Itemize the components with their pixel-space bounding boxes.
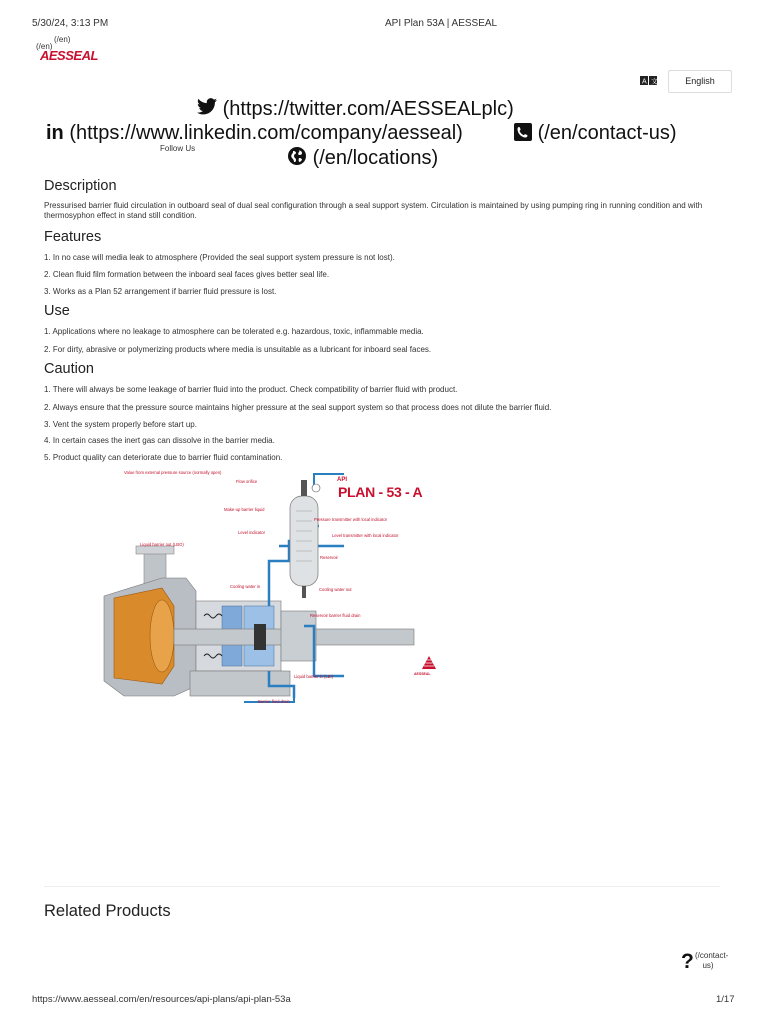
diagram-label: Barrier fluid drain bbox=[258, 699, 290, 704]
linkedin-icon: in bbox=[46, 122, 64, 144]
list-item: 5. Product quality can deteriorate due to barrier fluid contamination. bbox=[44, 453, 283, 462]
diagram-label: Reservoir barrier fluid drain bbox=[310, 613, 361, 618]
list-item: 3. Works as a Plan 52 arrangement if barrier fluid pressure is lost. bbox=[44, 287, 277, 296]
diagram-label: Value from external pressure source (normally open) bbox=[124, 470, 222, 475]
contact-url: (/en/contact-us) bbox=[537, 122, 677, 144]
list-item: 3. Vent the system properly before start up. bbox=[44, 420, 197, 429]
logo-link[interactable] bbox=[36, 34, 126, 64]
page-number: 1/17 bbox=[716, 994, 735, 1005]
description-heading: Description bbox=[44, 178, 117, 194]
divider bbox=[44, 886, 720, 887]
diagram-drawing bbox=[104, 466, 444, 710]
diagram-title: PLAN - 53 - A bbox=[338, 484, 423, 500]
use-heading: Use bbox=[44, 303, 70, 319]
help-url: (/contact-us) bbox=[695, 951, 729, 970]
diagram-label: Flow orifice bbox=[236, 479, 258, 484]
language-select[interactable]: English bbox=[668, 70, 732, 93]
contact-link[interactable] bbox=[514, 122, 677, 145]
aesseal-logo: AESSEAL bbox=[40, 48, 98, 63]
linkedin-link[interactable] bbox=[46, 122, 463, 145]
follow-us-label: Follow Us bbox=[160, 144, 196, 153]
print-title: API Plan 53A | AESSEAL bbox=[385, 18, 498, 29]
diagram-label: Reservoir bbox=[320, 555, 338, 560]
svg-text:A: A bbox=[642, 78, 647, 86]
globe-icon bbox=[287, 146, 307, 166]
diagram-label: Level indicator bbox=[238, 530, 266, 535]
print-datetime: 5/30/24, 3:13 PM bbox=[32, 18, 109, 29]
list-item: 4. In certain cases the inert gas can dissolve in the barrier media. bbox=[44, 436, 275, 445]
locations-link[interactable] bbox=[287, 146, 438, 170]
features-heading: Features bbox=[44, 229, 102, 245]
translate-icon bbox=[640, 72, 658, 86]
phone-icon bbox=[514, 123, 532, 141]
plan-53a-diagram bbox=[104, 466, 444, 710]
list-item: 1. There will always be some leakage of barrier fluid into the product. Check compatibility of barrier fluid with product. bbox=[44, 385, 458, 394]
list-item: 2. Always ensure that the pressure source maintains higher pressure at the seal support system so that process does not dilute the barrier fluid. bbox=[44, 403, 552, 412]
twitter-url: (https://twitter.com/AESSEALplc) bbox=[222, 98, 514, 120]
linkedin-url: (https://www.linkedin.com/company/aesseal) bbox=[69, 122, 463, 144]
print-footer-url: https://www.aesseal.com/en/resources/api-plans/api-plan-53a bbox=[32, 994, 291, 1005]
help-link[interactable] bbox=[681, 950, 729, 976]
list-item: 2. For dirty, abrasive or polymerizing products where media is unsuitable as a lubricant for inboard seal faces. bbox=[44, 345, 432, 354]
diagram-label: Liquid barrier in (LBI) bbox=[294, 674, 334, 679]
svg-text:文: 文 bbox=[651, 78, 658, 86]
list-item: 2. Clean fluid film formation between the inboard seal faces gives better seal life. bbox=[44, 270, 330, 279]
twitter-link[interactable] bbox=[197, 98, 514, 121]
list-item: 1. Applications where no leakage to atmosphere can be tolerated e.g. hazardous, toxic, inflammable media. bbox=[44, 327, 424, 336]
logo-alt-text: (/en) bbox=[54, 35, 71, 44]
question-icon: ? bbox=[681, 950, 694, 973]
list-item: 1. In no case will media leak to atmosphere (Provided the seal support system pressure is not lost). bbox=[44, 253, 395, 262]
diagram-label: Make-up barrier liquid bbox=[224, 507, 265, 512]
related-products-heading: Related Products bbox=[44, 902, 171, 920]
twitter-icon bbox=[197, 98, 217, 121]
diagram-api-label: API bbox=[337, 477, 348, 483]
diagram-label: Cooling water out bbox=[319, 587, 352, 592]
description-text: Pressurised barrier fluid circulation in outboard seal of dual seal configuration through a seal support system. Circulation is maintained by using pumping ring in running condition and with thermosyphon effect in stand still condition. bbox=[44, 201, 703, 220]
diagram-brand-mark: AESSEAL bbox=[414, 672, 431, 676]
diagram-label: Pressure transmitter with local indicator bbox=[314, 517, 388, 522]
caution-heading: Caution bbox=[44, 361, 94, 377]
locations-url: (/en/locations) bbox=[312, 147, 439, 169]
logo-alt-text: (/en) bbox=[36, 42, 53, 51]
diagram-label: Cooling water in bbox=[230, 584, 261, 589]
diagram-label: Liquid barrier out (LBO) bbox=[140, 542, 184, 547]
diagram-label: Level transmitter with local indicator bbox=[332, 533, 399, 538]
